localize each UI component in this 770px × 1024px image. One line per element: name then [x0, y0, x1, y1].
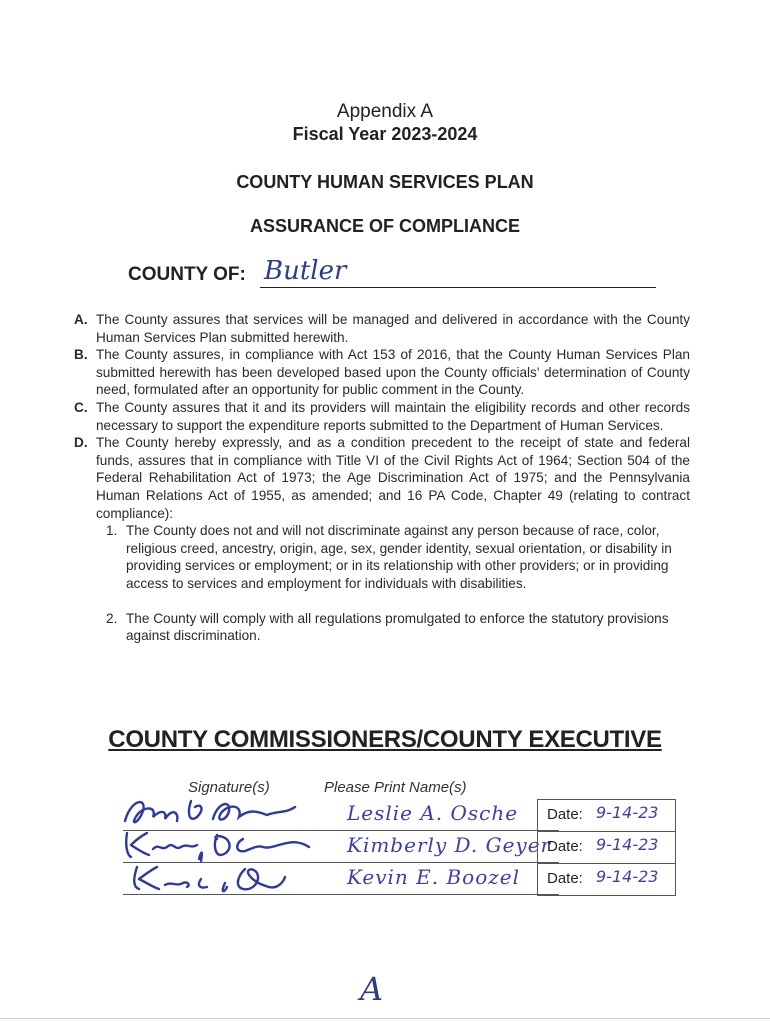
subclause-text: The County does not and will not discriminate against any person because of race, color, religious creed, ancestry, origin, age, sex, gender identity, sexual orientation, or disability in providing services or employment; or in its relationship with other providers; or in providing access to services and employment for individuals with disabilities. [126, 523, 672, 591]
signature-row [105, 863, 675, 895]
clause-text: The County assures that it and its providers will maintain the eligibility records and other records necessary to support the expenditure reports submitted to the Department of Human Services. [96, 399, 690, 433]
clause-a [72, 311, 690, 346]
printed-name: Kimberly D. Geyer [347, 833, 552, 857]
date-value: 9-14-23 [596, 867, 659, 886]
printed-name: Leslie A. Osche [347, 801, 519, 825]
subclause-1 [106, 522, 690, 592]
clause-b [72, 346, 690, 399]
assurance-title: ASSURANCE OF COMPLIANCE [249, 216, 520, 236]
clause-letter: B. [74, 347, 88, 363]
county-underline [260, 287, 656, 288]
county-field [128, 258, 668, 290]
clause-c [72, 399, 690, 434]
commissioners-heading: COUNTY COMMISSIONERS/COUNTY EXECUTIVE [108, 726, 662, 753]
date-value: 9-14-23 [596, 835, 659, 854]
handwritten-signature [117, 857, 317, 897]
clause-letter: C. [74, 399, 88, 415]
assurance-clauses [72, 311, 690, 645]
appendix-title: Appendix A [336, 101, 434, 122]
signature-column-header: Signature(s) [188, 779, 270, 796]
clause-text: The County assures, in compliance with Act 153 of 2016, that the County Human Services Plan submitted herewith has been developed based upon the County officials' determination of County need, formulated after an opportunity for public comment in the County. [96, 347, 690, 398]
page-bottom-edge [0, 1018, 770, 1019]
county-label: COUNTY OF: [128, 264, 246, 285]
date-value: 9-14-23 [596, 803, 659, 822]
plan-title: COUNTY HUMAN SERVICES PLAN [236, 172, 534, 192]
print-name-column-header: Please Print Name(s) [324, 779, 467, 796]
fiscal-year: Fiscal Year 2023-2024 [292, 124, 478, 144]
subclause-2 [106, 610, 690, 645]
subclause-number: 2. [106, 610, 118, 626]
signature-line [123, 894, 559, 895]
clause-letter: D. [74, 435, 88, 451]
clause-letter: A. [74, 312, 88, 327]
printed-name: Kevin E. Boozel [347, 865, 521, 889]
date-label: Date: [547, 870, 583, 887]
county-value: Butler [264, 256, 347, 286]
clause-text: The County hereby expressly, and as a condition precedent to the receipt of state and federal funds, assures that in compliance with Title VI of the Civil Rights Act of 1964; Section 504 of the Federal Rehabilitation Act of 1973; the Age Discrimination Act of 1975; and the Pennsylvania Human Relations Act of 1955, as amended; and 16 PA Code, Chapter 49 (relating to contract compliance): [96, 435, 690, 521]
clause-d [72, 434, 690, 645]
date-label: Date: [547, 806, 583, 823]
date-cell [537, 799, 676, 831]
subclause-number: 1. [106, 523, 118, 539]
date-cell [537, 863, 676, 896]
signature-table [105, 799, 675, 895]
subclause-text: The County will comply with all regulations promulgated to enforce the statutory provisions against discrimination. [126, 610, 669, 644]
clause-text: The County assures that services will be managed and delivered in accordance with the County Human Services Plan submitted herewith. [96, 312, 690, 345]
page-mark: A [360, 970, 384, 1008]
date-cell [537, 831, 676, 863]
date-label: Date: [547, 838, 583, 855]
